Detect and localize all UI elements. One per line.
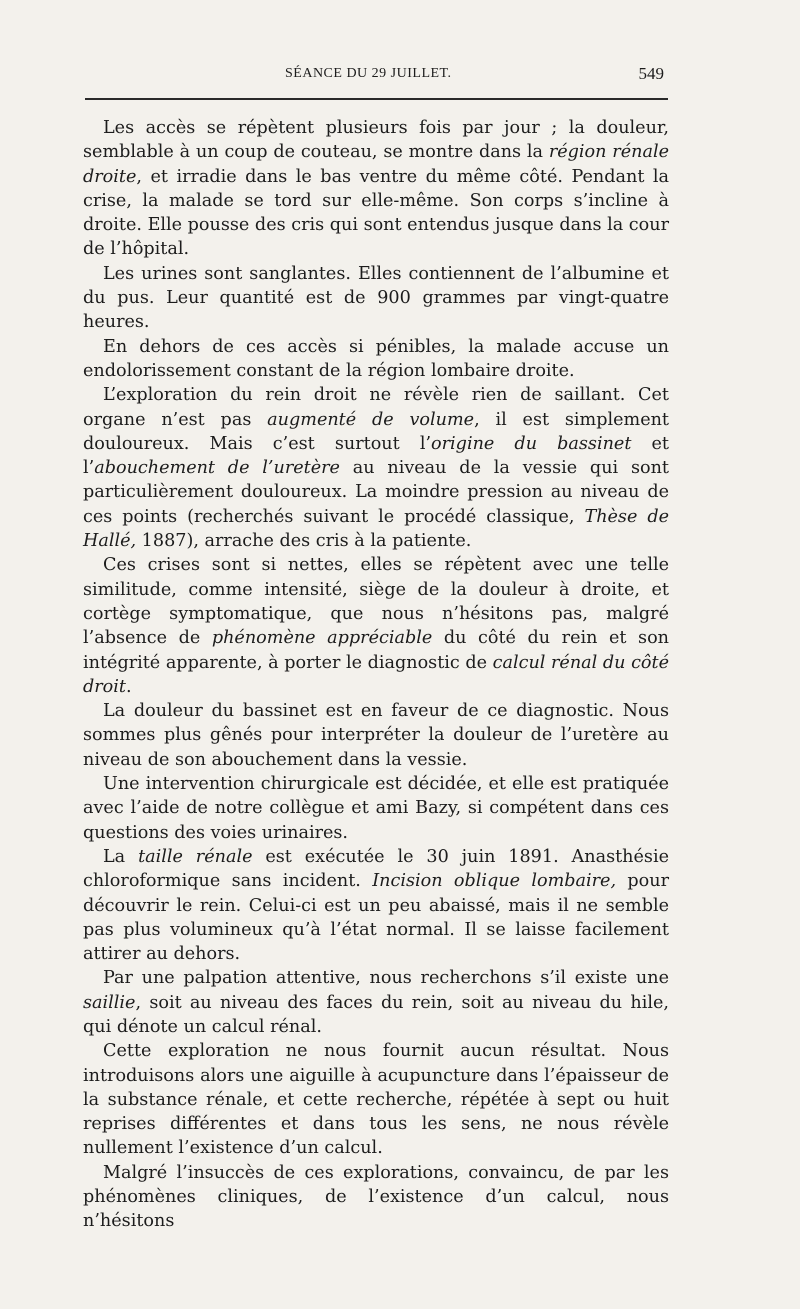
paragraph xyxy=(83,262,669,335)
text-run: Les accès se répètent plusieurs fois par jour ; la douleur, semblable à un coup de couteau, se montre dans la xyxy=(83,118,669,163)
paragraph xyxy=(83,772,669,845)
italic-phrase: phénomène appréciable xyxy=(211,628,433,649)
text-run: au niveau de la vessie qui sont particulièrement douloureux. La moindre pression au niveau de ces points (recherchés suivant le procédé classique, xyxy=(83,458,669,527)
text-run: La xyxy=(103,846,139,867)
paragraph xyxy=(83,116,669,262)
text-run: L’exploration du rein droit ne révèle rien de saillant. Cet organe n’est pas xyxy=(83,385,669,430)
running-title: SÉANCE DU 29 JUILLET. xyxy=(285,66,452,81)
text-run: Cette exploration ne nous fournit aucun résultat. Nous introduisons alors une aiguille à acupuncture dans l’épaisseur de la substance rénale, et cette recherche, répétée à sept ou huit reprises différentes et dans tous les sens, ne nous révèle nullement l’existence d’un calcul. xyxy=(83,1041,669,1159)
text-run: est exécutée le 30 juin 1891. Anasthésie chloroformique sans incident. xyxy=(83,846,669,892)
italic-phrase: saillie xyxy=(83,992,136,1013)
text-run: La douleur du bassinet est en faveur de ce diagnostic. Nous sommes plus gênés pour interpréter la douleur de l’uretère au niveau de son abouchement dans la vessie. xyxy=(83,701,669,770)
text-run: pour découvrir le rein. Celui-ci est un peu abaissé, mais il ne semble pas plus volumineux qu’à l’état normal. Il se laisse facilement attirer au dehors. xyxy=(83,871,669,965)
text-run: Une intervention chirurgicale est décidée, et elle est pratiquée avec l’aide de notre collègue et ami Bazy, si compétent dans ces questions des voies urinaires. xyxy=(83,774,669,843)
text-run: Par une palpation attentive, nous recherchons s’il existe une xyxy=(103,968,669,989)
paragraph xyxy=(83,1161,669,1234)
text-run: , et irradie dans le bas ventre du même côté. Pendant la crise, la malade se tord sur elle-même. Son corps s’incline à droite. Elle pousse des cris qui sont entendus jusque dans la cour de l’hôpital. xyxy=(83,166,669,260)
text-run: . xyxy=(125,676,132,697)
italic-phrase: Incision oblique lombaire, xyxy=(372,871,617,892)
paragraph xyxy=(83,966,669,1039)
text-run: Les urines sont sanglantes. Elles contiennent de l’albumine et du pus. Leur quantité est de 900 grammes par vingt-quatre heures. xyxy=(83,263,669,333)
page-number: 549 xyxy=(638,64,664,83)
text-run: Ces crises sont si nettes, elles se répètent avec une telle similitude, comme intensité, siège de la douleur à droite, et cortège symptomatique, que nous n’hésitons pas, malgré l’absence de xyxy=(83,555,669,649)
header-rule xyxy=(85,98,668,100)
text-run: , il est simplement douloureux. Mais c’est surtout l’ xyxy=(83,409,670,454)
paragraph xyxy=(83,845,669,966)
text-run: du côté du rein et son intégrité apparente, à porter le diagnostic de xyxy=(83,628,670,673)
text-run: 1887), arrache des cris à la patiente. xyxy=(136,531,472,552)
paragraph xyxy=(83,553,669,699)
italic-phrase: taille rénale xyxy=(138,846,253,867)
italic-phrase: région rénale droite xyxy=(83,142,669,187)
italic-phrase: Thèse de Hallé, xyxy=(83,506,669,552)
text-run: En dehors de ces accès si pénibles, la malade accuse un endolorissement constant de la région lombaire droite. xyxy=(83,336,669,381)
text-run: et l’ xyxy=(83,433,669,479)
body-text xyxy=(83,116,669,1234)
paragraph xyxy=(83,1039,669,1160)
paragraph xyxy=(83,335,669,384)
text-run: Malgré l’insuccès de ces explorations, convaincu, de par les phénomènes cliniques, de l’existence d’un calcul, nous n’hésitons xyxy=(83,1162,669,1232)
italic-phrase: augmenté de volume xyxy=(267,409,475,430)
paragraph xyxy=(83,699,669,772)
italic-phrase: calcul rénal du côté droit xyxy=(83,652,669,697)
italic-phrase: abouchement de l’uretère xyxy=(94,458,340,479)
text-run: , soit au niveau des faces du rein, soit au niveau du hile, qui dénote un calcul rénal. xyxy=(83,992,669,1037)
italic-phrase: origine du bassinet xyxy=(431,433,632,454)
paragraph xyxy=(83,383,669,553)
